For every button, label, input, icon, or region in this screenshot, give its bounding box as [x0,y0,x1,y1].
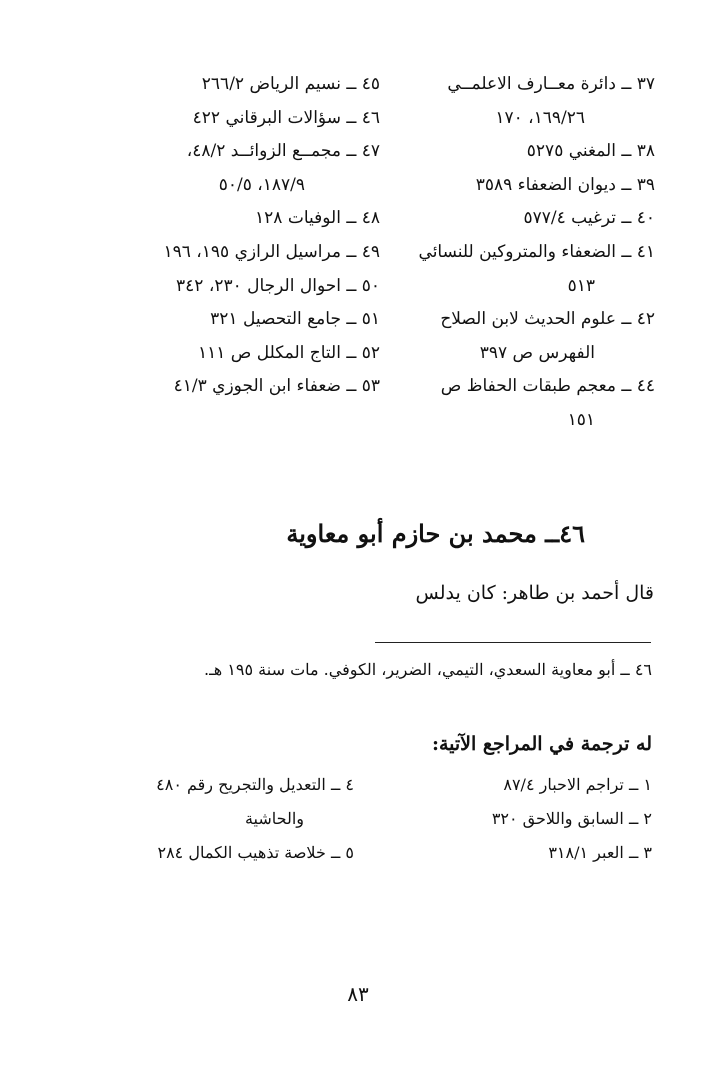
reference-line: ٤ ــ التعديل والتجريح رقم ٤٨٠ [156,775,354,794]
reference-line: ٥٢ ــ التاج المكلل ص ١١١ [197,342,380,363]
reference-list-right-column [390,68,655,438]
reference-line: والحاشية [244,809,304,828]
reference-line: ٤٧ ــ مجمــع الزوائــد ٤٨/٢، [186,141,380,162]
reference-line: ٤٠ ــ ترغيب ٥٧٧/٤ [523,208,655,229]
reference-line: ٤٦ ــ سؤالات البرقاني ٤٢٢ [192,107,380,128]
reference-line: ٥٠ ــ احوال الرجال ٢٣٠، ٣٤٢ [176,275,380,296]
reference-line: ١٥١ [567,409,595,430]
reference-line: ٤٢ ــ علوم الحديث لابن الصلاح [440,309,655,330]
entry-heading: ٤٦ــ محمد بن حازم أبو معاوية [286,519,585,548]
footnote-divider [375,642,651,643]
page-number: ٨٣ [347,982,369,1006]
reference-line: ٤٤ ــ معجم طبقات الحفاظ ص [440,376,655,397]
reference-line: ٥ ــ خلاصة تذهيب الكمال ٢٨٤ [157,843,354,862]
references-left-column [92,768,354,870]
reference-line: ١ ــ تراجم الاحبار ٨٧/٤ [503,775,652,794]
reference-line: ٤٩ ــ مراسيل الرازي ١٩٥، ١٩٦ [163,241,380,262]
reference-line: ٣٨ ــ المغني ٥٢٧٥ [526,141,655,162]
reference-line: ١٦٩/٢٦، ١٧٠ [495,107,585,128]
footnote: ٤٦ ــ أبو معاوية السعدي، التيمي، الضرير، الكوفي. مات سنة ١٩٥ هـ. [204,660,652,679]
reference-list-left-column [98,68,380,404]
references-heading: له ترجمة في المراجع الآتية: [431,733,652,755]
reference-line: ٤٨ ــ الوفيات ١٢٨ [255,208,380,229]
reference-line: ٥١ ــ جامع التحصيل ٣٢١ [210,309,380,330]
reference-line: ٣٧ ــ دائرة معــارف الاعلمــي [447,74,655,94]
reference-line: ٣ ــ العبر ٣١٨/١ [548,843,652,862]
entry-quote: قال أحمد بن طاهر: كان يدلس [415,582,654,604]
reference-line: ٥١٣ [567,275,595,296]
reference-line: ٤٥ ــ نسيم الرياض ٢٦٦/٢ [201,74,380,94]
reference-line: الفهرس ص ٣٩٧ [479,342,595,363]
reference-line: ١٨٧/٩، ٥٠/٥ [218,174,305,195]
reference-line: ٥٣ ــ ضعفاء ابن الجوزي ٤١/٣ [173,376,380,397]
references-right-column [400,768,652,870]
reference-line: ٢ ــ السابق واللاحق ٣٢٠ [491,809,652,828]
reference-line: ٤١ ــ الضعفاء والمتروكين للنسائي [418,241,655,262]
reference-line: ٣٩ ــ ديوان الضعفاء ٣٥٨٩ [475,174,655,195]
